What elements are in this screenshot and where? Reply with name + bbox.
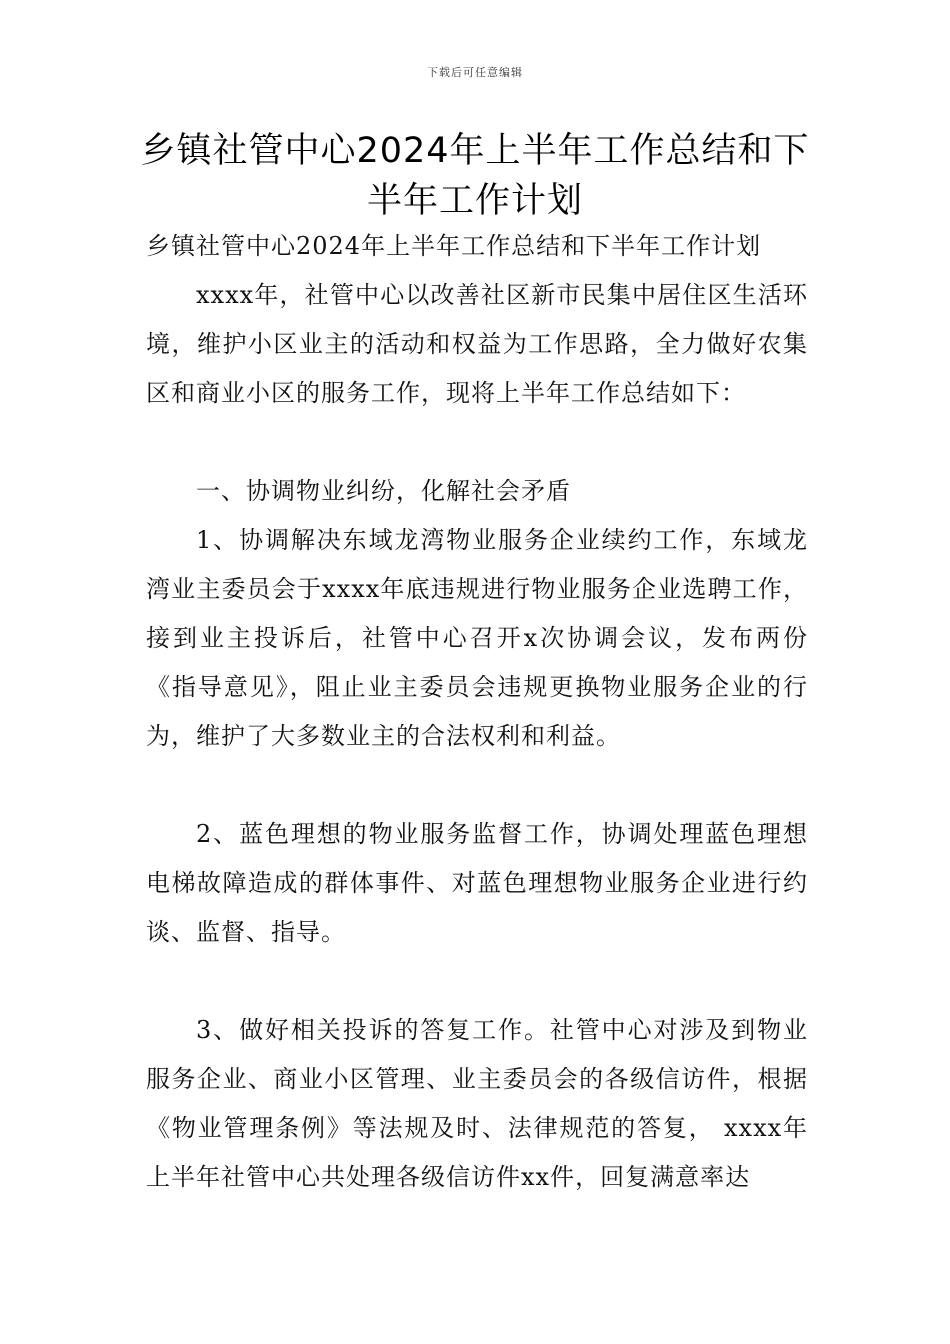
document-body bbox=[146, 222, 808, 1202]
document-title: 乡镇社管中心2024年上半年工作总结和下半年工作计划 bbox=[140, 131, 810, 221]
section-heading: 一、协调物业纠纷，化解社会矛盾 bbox=[196, 477, 571, 505]
list-item: 3、做好相关投诉的答复工作。社管中心对涉及到物业服务企业、商业小区管理、业主委员会的各级信访件，根据《物业管理条例》等法规及时、法律规范的答复， xxxx年上半年社管中心共处理各级信访件xx件，回复满意率达 bbox=[146, 1016, 808, 1191]
paragraph-spacer bbox=[146, 957, 808, 1006]
intro-paragraph: xxxx年，社管中心以改善社区新市民集中居住区生活环境，维护小区业主的活动和权益为工作思路，全力做好农集区和商业小区的服务工作，现将上半年工作总结如下： bbox=[146, 281, 808, 407]
paragraph-spacer bbox=[146, 418, 808, 467]
paragraph-spacer bbox=[146, 761, 808, 810]
list-item: 2、蓝色理想的物业服务监督工作，协调处理蓝色理想电梯故障造成的群体事件、对蓝色理想物业服务企业进行约谈、监督、指导。 bbox=[146, 820, 808, 946]
header-note: 下载后可任意编辑 bbox=[427, 66, 523, 79]
document-subtitle: 乡镇社管中心2024年上半年工作总结和下半年工作计划 bbox=[146, 232, 762, 260]
list-item: 1、协调解决东域龙湾物业服务企业续约工作，东域龙湾业主委员会于xxxx年底违规进行物业服务企业选聘工作，接到业主投诉后，社管中心召开x次协调会议，发布两份《指导意见》，阻止业主委员会违规更换物业服务企业的行为，维护了大多数业主的合法权利和利益。 bbox=[146, 526, 808, 750]
